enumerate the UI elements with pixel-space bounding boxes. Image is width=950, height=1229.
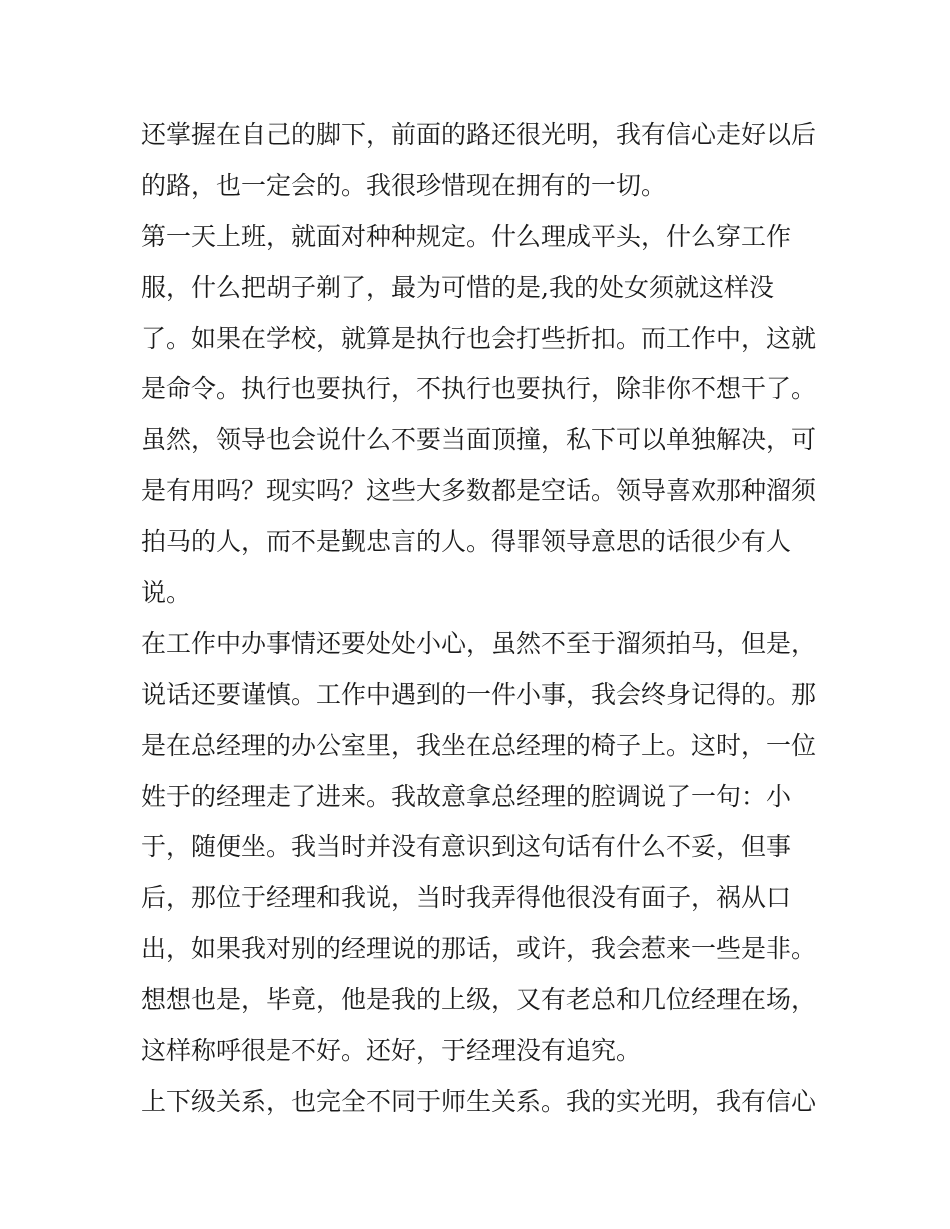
body-text — [141, 110, 821, 1128]
text-line: 虽然，领导也会说什么不要当面顶撞，私下可以单独解决，可 — [141, 425, 817, 455]
text-line: 的路，也一定会的。我很珍惜现在拥有的一切。 — [141, 170, 667, 200]
text-line: 这样称呼很是不好。还好，于经理没有追究。 — [141, 1036, 642, 1066]
text-line: 说。 — [141, 578, 192, 608]
text-line: 了。如果在学校，就算是执行也会打些折扣。而工作中，这就 — [141, 323, 817, 353]
text-line: 想想也是，毕竟，他是我的上级，又有老总和几位经理在场， — [141, 985, 817, 1015]
text-line: 出，如果我对别的经理说的那话，或许，我会惹来一些是非。 — [141, 934, 817, 964]
text-line: 于，随便坐。我当时并没有意识到这句话有什么不妥，但事 — [141, 832, 792, 862]
text-line: 第一天上班，就面对种种规定。什么理成平头，什么穿工作 — [141, 221, 792, 251]
text-line: 说话还要谨慎。工作中遇到的一件小事，我会终身记得的。那 — [141, 679, 817, 709]
text-line: 姓于的经理走了进来。我故意拿总经理的腔调说了一句：小 — [141, 781, 792, 811]
text-line: 后，那位于经理和我说，当时我弄得他很没有面子，祸从口 — [141, 883, 792, 913]
text-line: 拍马的人，而不是觐忠言的人。得罪领导意思的话很少有人 — [141, 527, 792, 557]
text-line: 是有用吗？现实吗？这些大多数都是空话。领导喜欢那种溜须 — [141, 476, 817, 506]
text-line: 上下级关系，也完全不同于师生关系。我的实光明，我有信心 — [141, 1086, 817, 1116]
text-line: 在工作中办事情还要处处小心，虽然不至于溜须拍马，但是， — [141, 628, 817, 658]
text-line: 服，什么把胡子剃了，最为可惜的是,我的处女须就这样没 — [141, 272, 774, 302]
text-line: 是命令。执行也要执行，不执行也要执行，除非你不想干了。 — [141, 374, 817, 404]
text-line: 还掌握在自己的脚下，前面的路还很光明，我有信心走好以后 — [141, 120, 817, 149]
text-line: 是在总经理的办公室里，我坐在总经理的椅子上。这时，一位 — [141, 730, 817, 760]
